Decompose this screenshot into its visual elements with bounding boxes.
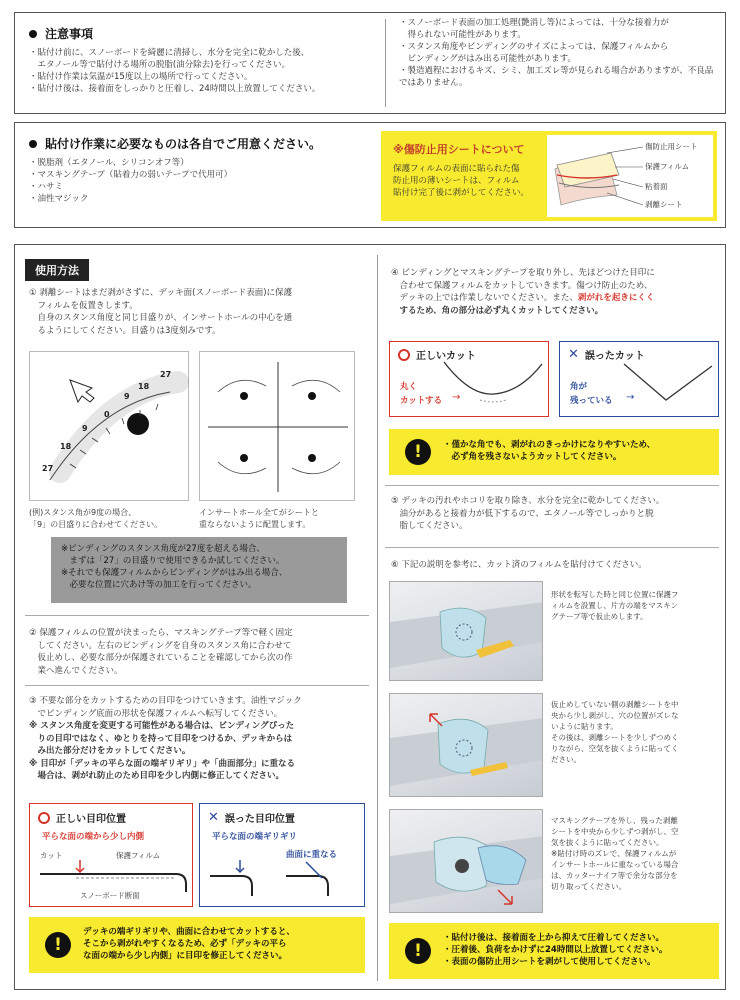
supplies-box — [14, 122, 726, 228]
supplies-list — [29, 157, 232, 205]
photo-text-line: 形状を転写した時と同じ位置に保護フ — [551, 590, 679, 599]
label-cut: カット — [40, 851, 63, 860]
notes-left-item: ・貼付け後は、接着面をしっかりと圧着し、24時間以上放置してください。 — [29, 84, 321, 94]
correct-cut-title: 正しいカット — [416, 351, 476, 362]
caption-line: 「9」の目盛りに合わせてください。 — [29, 520, 163, 529]
arrow-right-icon: → — [626, 392, 635, 403]
cross-ng-icon: ✕ — [208, 810, 219, 825]
dial-number: 18 — [138, 382, 150, 391]
bullet-dot-icon — [29, 140, 37, 148]
photo-step-3 — [389, 809, 543, 913]
notes-right-item: 得られない可能性があります。 — [399, 30, 526, 40]
sharp-cut-icon — [620, 358, 716, 408]
layer-label: 剥離シート — [645, 200, 683, 209]
exclamation-icon: ! — [45, 932, 71, 958]
photo-text-line: ※貼付け時のズレで、保護フィルムが — [551, 849, 677, 858]
caption-line: インサートホール全てがシートと — [199, 508, 319, 517]
supplies-item: ・脱脂剤（エタノール、シリコンオフ等） — [29, 158, 189, 168]
photo-step-1-text — [551, 589, 721, 622]
notes-left-list — [29, 47, 369, 95]
notes-right-item: ・スノーボード表面の加工処理(艶消し等)によっては、十分な接着力が — [399, 18, 669, 28]
step3-text — [29, 695, 369, 783]
step2-text — [29, 627, 369, 677]
exclamation-icon: ! — [405, 439, 431, 465]
supplies-title: 貼付け作業に必要なものは各自でご用意ください。 — [45, 137, 322, 151]
notes-right-item: ビンディングがはみ出る可能性があります。 — [399, 54, 576, 64]
notes-right-item: ・製造過程におけるキズ、シミ、加工ズレ等が見られる場合がありますが、不良品ではありません。 — [399, 66, 714, 88]
photo-text-line: 央から少し剥がし、穴の位置がズレな — [551, 711, 679, 720]
notes-right-list — [399, 17, 715, 89]
board-section-wrong-icon — [206, 860, 362, 904]
wrong-cut-title: 誤ったカット — [584, 351, 645, 362]
sheet-info-line: 保護フィルムの表面に貼られた傷 — [393, 164, 520, 174]
correct-mark-sub: 平らな面の端から少し内側 — [42, 832, 145, 842]
correct-cut-panel — [389, 341, 549, 417]
left-divider — [25, 615, 369, 616]
remove-sheet-illustration — [390, 810, 543, 913]
notes-left-item: ・貼付け作業は気温が15度以上の場所で行ってください。 — [29, 72, 253, 82]
wrong-mark-sub2: 曲面に重なる — [286, 850, 338, 860]
correct-mark-header — [38, 810, 126, 825]
wrong-mark-header — [208, 810, 295, 825]
step3-warning-line: ※ 目印が「デッキの平らな面の端ギリギリ」や「曲面部分」に重なる — [29, 758, 296, 769]
stance-dial-diagram — [29, 351, 189, 501]
photo-text-line: 仮止めしていない側の剥離シートを中 — [551, 700, 679, 709]
step2-line: してください。左右のビンディングを自身のスタンス角に合わせて — [29, 640, 292, 651]
step5-line: ⑤ デッキの汚れやホコリを取り除き、水分を完全に乾かしてください。 — [391, 496, 665, 506]
warning-line: ・貼付け後は、接着面を上から抑えて圧着してください。 — [443, 933, 665, 943]
dial-number: 27 — [42, 464, 54, 473]
photo-text-line: 切り取ってください。 — [551, 882, 626, 891]
step2-line: ② 保護フィルムの位置が決まったら、マスキングテープ等で軽く固定 — [29, 628, 293, 638]
wrong-mark-panel — [199, 803, 365, 907]
step1-line: ① 剥離シートはまだ剥がさずに、デッキ面(スノーボード表面)に保護 — [29, 288, 293, 298]
step1-line: フィルムを仮置きします。 — [29, 300, 138, 311]
final-warning — [389, 923, 719, 979]
photo-step-2-text — [551, 699, 721, 765]
circle-ok-icon — [38, 812, 50, 824]
step4-line: ④ ビンディングとマスキングテープを取り外し、先ほどつけた目印に — [391, 268, 655, 278]
photo-text-line: ィルムを設置し、片方の端をマスキン — [551, 601, 679, 610]
dial-caption-right — [199, 507, 319, 531]
insert-hole-icon — [200, 352, 356, 502]
cut-edge-warning — [29, 917, 365, 973]
arrow-right-icon: → — [452, 392, 461, 403]
correct-mark-title: 正しい目印位置 — [56, 814, 126, 825]
bullet-dot-icon — [29, 30, 37, 38]
left-divider — [25, 685, 369, 686]
right-divider — [385, 485, 719, 486]
wrong-cut-label: 残っている — [570, 396, 613, 406]
dial-caption-left — [29, 507, 162, 531]
step3-line: ③ 不要な部分をカットするための目印をつけていきます。油性マジック — [29, 696, 302, 706]
step2-line: 業へ進んでください。 — [29, 665, 123, 676]
step3-warning-line: 場合は、剥がれ防止のため目印を少し内側に修正してください。 — [29, 771, 285, 781]
supplies-heading — [29, 135, 321, 152]
sheet-info-line: 貼付け完了後に剥がしてください。 — [393, 188, 530, 198]
step3-line: でビンディング底面の形状を保護フィルムへ転写してください。 — [29, 708, 283, 719]
supplies-item: ・ハサミ — [29, 182, 64, 192]
photo-text-line: いように貼ります。 — [551, 722, 618, 731]
label-board: スノーボード断面 — [80, 891, 140, 900]
photo-text-line: インサートホールに重なっている場合 — [551, 860, 679, 869]
notes-heading — [29, 25, 93, 42]
correct-cut-label: カットする — [400, 396, 443, 406]
step1-line: 自身のスタンス角度と同じ目盛りが、インサートホールの中心を通 — [29, 313, 293, 323]
stance-gray-note — [51, 537, 347, 603]
notes-title: 注意事項 — [45, 27, 94, 41]
notes-left-item: エタノール等で貼付ける場所の脱脂(油分除去)を行ってください。 — [29, 60, 290, 70]
photo-text-line: ださい。 — [551, 755, 581, 764]
photo-text-line: シートを中央から少しずつ剥がし、空 — [551, 827, 679, 836]
dial-number: 9 — [82, 424, 88, 433]
photo-text-line: りながら、空気を抜くように貼ってく — [551, 744, 679, 753]
supplies-item: ・マスキングテープ（貼着力の弱いテープで代用可） — [29, 170, 233, 180]
usage-divider — [377, 255, 378, 981]
sheet-info-line: 防止用の薄いシートは、フィルム — [393, 176, 520, 186]
warning-line: な面の端から少し内側」に目印を修正してください。 — [83, 951, 288, 961]
wrong-mark-title: 誤った目印位置 — [224, 814, 295, 825]
wrong-cut-panel — [559, 341, 719, 417]
corner-warning — [389, 429, 719, 475]
warning-line: ・表面の傷防止用シートを剥がして使用してください。 — [443, 957, 656, 967]
cross-ng-icon: ✕ — [568, 347, 579, 362]
film-layers-diagram — [547, 135, 713, 217]
step6-text: ⑥ 下記の説明を参考に、カット済のフィルムを貼付けてください。 — [391, 560, 647, 570]
notes-divider — [385, 19, 386, 107]
right-divider — [385, 547, 719, 548]
warning-line: ・圧着後、負荷をかけずに24時間以上放置してください。 — [443, 945, 668, 955]
step1-text — [29, 287, 369, 337]
step2-line: 仮止めし、必要な部分が保護されていることを確認してから次の作 — [29, 653, 293, 663]
wrong-mark-sub1: 平らな面の端ギリギリ — [212, 832, 298, 842]
step4-line: デッキの上では作業しないでください。また、 — [391, 293, 578, 303]
gray-note-line: 必要な位置に穴あけ等の加工を行ってください。 — [61, 580, 257, 590]
gray-note-line: まずは「27」の目盛りで使用できるか試してください。 — [61, 556, 285, 566]
wrong-cut-label: 角が — [570, 382, 588, 392]
sheet-info-title: ※傷防止用シートについて — [393, 143, 525, 156]
photo-text-line: 気を抜くように貼ってください。 — [551, 838, 664, 847]
dial-number: 0 — [104, 410, 110, 419]
layer-label: 粘着面 — [645, 182, 668, 191]
corner-warning-text — [443, 439, 655, 463]
insert-hole-diagram — [199, 351, 355, 501]
exclamation-icon: ! — [405, 938, 431, 964]
step5-text — [391, 495, 721, 533]
photo-text-line: は、カッターナイフ等で余分な部分を — [551, 871, 678, 880]
step5-line: 油分があると接着力が低下するので、エタノール等でしっかりと脱 — [391, 508, 654, 519]
warning-line: ・僅かな角でも、剥がれのきっかけになりやすいため、 — [443, 440, 656, 450]
label-film: 保護フィルム — [116, 851, 161, 860]
photo-step-2 — [389, 693, 543, 797]
warning-line: そこから剥がれやすくなるため、必ず「デッキの平ら — [83, 939, 287, 949]
notes-left-item: ・貼付け前に、スノーボードを綺麗に清掃し、水分を完全に乾かした後、 — [29, 48, 310, 58]
step4-red-inline: 剥がれを起きにくく — [577, 293, 655, 303]
step3-warning-line: み出た部分だけをカットしてください。 — [29, 746, 191, 756]
dial-number: 18 — [60, 442, 72, 451]
step4-line: 合わせて保護フィルムをカットしていきます。傷つけ防止のため、 — [391, 280, 653, 291]
cut-edge-warning-text — [83, 926, 295, 962]
step1-line: るようにしてください。目盛りは3度刻みです。 — [29, 325, 221, 336]
layer-label: 傷防止用シート — [645, 142, 698, 151]
sheet-info-panel — [381, 131, 717, 221]
step4-red-line: するため、角の部分は必ず丸くカットしてください。 — [391, 305, 604, 316]
final-warning-text — [443, 932, 667, 968]
photo-text-line: グテープ等で仮止めします。 — [551, 612, 648, 621]
step3-warning-line: ※ スタンス角度を変更する可能性がある場合は、ビンディングぴった — [29, 721, 295, 731]
circle-ok-icon — [398, 349, 410, 361]
warning-line: デッキの端ギリギリや、曲面に合わせてカットすると、 — [83, 927, 295, 937]
photo-step-3-text — [551, 815, 721, 892]
gray-note-line: ※ビンディングのスタンス角度が27度を超える場合、 — [61, 544, 265, 554]
photo-text-line: その後は、剥離シートを少しずつめく — [551, 733, 679, 742]
dial-number: 27 — [160, 370, 172, 379]
usage-box — [14, 244, 726, 990]
notes-right-item: ・スタンス角度やビンディングのサイズによっては、保護フィルムから — [399, 42, 669, 52]
warning-line: 必ず角を残さないようカットしてください。 — [443, 452, 622, 462]
correct-cut-label: 丸く — [400, 382, 418, 392]
film-placement-illustration — [390, 582, 543, 681]
step5-line: 脂してください。 — [391, 521, 468, 531]
step3-warning-line: りの目印ではなく、ゆとりを持って目印をつけるか、デッキからは — [29, 733, 293, 744]
correct-mark-panel — [29, 803, 193, 907]
step4-text — [391, 267, 721, 317]
sheet-info-text — [393, 163, 529, 199]
photo-step-1 — [389, 581, 543, 681]
caption-line: 重ならないように配置します。 — [199, 520, 311, 529]
peel-sheet-illustration — [390, 694, 543, 797]
usage-title: 使用方法 — [25, 259, 89, 281]
notes-box — [14, 12, 726, 114]
layer-label: 保護フィルム — [645, 162, 690, 171]
supplies-item: ・油性マジック — [29, 194, 89, 204]
gray-note-line: ※それでも保護フィルムからビンディングがはみ出る場合、 — [61, 568, 288, 578]
dial-number: 9 — [124, 392, 130, 401]
caption-line: (例)スタンス角が9度の場合、 — [29, 508, 137, 517]
photo-text-line: マスキングテープを外し、残った剥離 — [551, 816, 678, 825]
